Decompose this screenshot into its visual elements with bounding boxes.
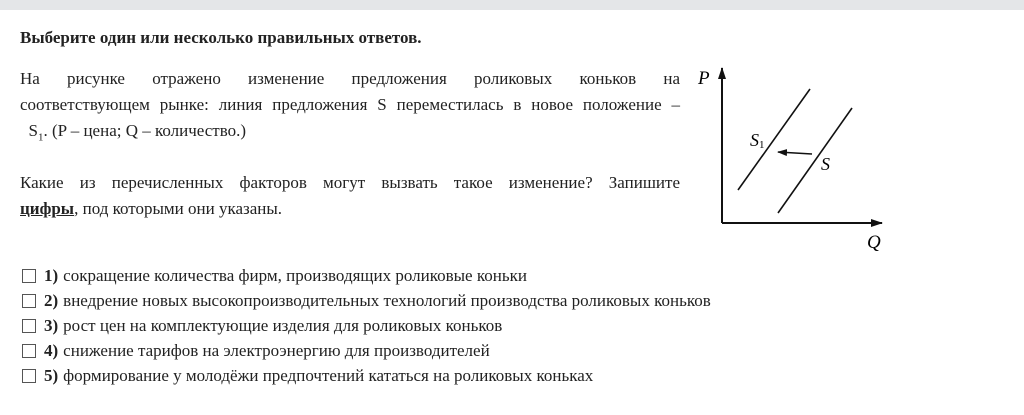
answer-option-3[interactable] [22, 313, 711, 338]
top-bar [0, 0, 1024, 10]
answer-option-1[interactable] [22, 263, 711, 288]
checkbox-2[interactable] [22, 294, 36, 308]
checkbox-1[interactable] [22, 269, 36, 283]
checkbox-5[interactable] [22, 369, 36, 383]
supply-shift-graph [690, 60, 900, 260]
option-text-3: рост цен на комплектующие изделия для роликовых коньков [63, 315, 503, 335]
option-text-1: сокращение количества фирм, производящих роликовые коньки [63, 265, 527, 285]
paragraph1-line3-rest: . (P – цена; Q – количество.) [43, 121, 247, 140]
axis-label-q: Q [867, 232, 881, 253]
question-paragraph-1 [20, 66, 680, 150]
answer-option-5[interactable] [22, 363, 711, 388]
option-number-4: 4) [44, 340, 59, 360]
option-text-4: снижение тарифов на электроэнергию для производителей [63, 340, 490, 360]
option-number-2: 2) [44, 290, 59, 310]
paragraph1-line1: На рисунке отражено изменение предложения роликовых коньков на [20, 69, 680, 88]
option-text-5: формирование у молодёжи предпочтений кататься на роликовых коньках [63, 365, 594, 385]
answer-options [22, 263, 711, 388]
curve-label-s: S [821, 154, 830, 174]
paragraph1-line2: соответствующем рынке: линия предложения S переместилась в новое положение – [20, 95, 680, 114]
checkbox-3[interactable] [22, 319, 36, 333]
question-paragraph-2 [20, 170, 680, 222]
option-number-5: 5) [44, 365, 59, 385]
paragraph2-line2 [20, 196, 680, 222]
s1-subscript: 1 [37, 131, 44, 144]
paragraph2-rest: , под которыми они указаны. [74, 199, 283, 218]
s1-symbol: S [28, 121, 38, 140]
axis-label-p: P [698, 68, 710, 89]
supply-curve-s1 [738, 89, 810, 190]
supply-curve-s [778, 108, 852, 213]
option-number-3: 3) [44, 315, 59, 335]
option-number-1: 1) [44, 265, 59, 285]
digits-emphasis: цифры [20, 199, 75, 218]
shift-arrow [778, 152, 812, 154]
option-text-2: внедрение новых высокопроизводительных технологий производства роликовых коньков [63, 290, 711, 310]
checkbox-4[interactable] [22, 344, 36, 358]
answer-option-2[interactable] [22, 288, 711, 313]
paragraph2-line1: Какие из перечисленных факторов могут вызвать такое изменение? Запишите [20, 173, 680, 192]
answer-option-4[interactable] [22, 338, 711, 363]
curve-label-s1-sub: 1 [759, 139, 765, 151]
curve-label-s1-letter: S [750, 130, 759, 150]
curve-label-s1 [750, 130, 765, 151]
paragraph1-line3 [20, 118, 680, 150]
instruction-text: Выберите один или несколько правильных ответов. [20, 28, 422, 47]
